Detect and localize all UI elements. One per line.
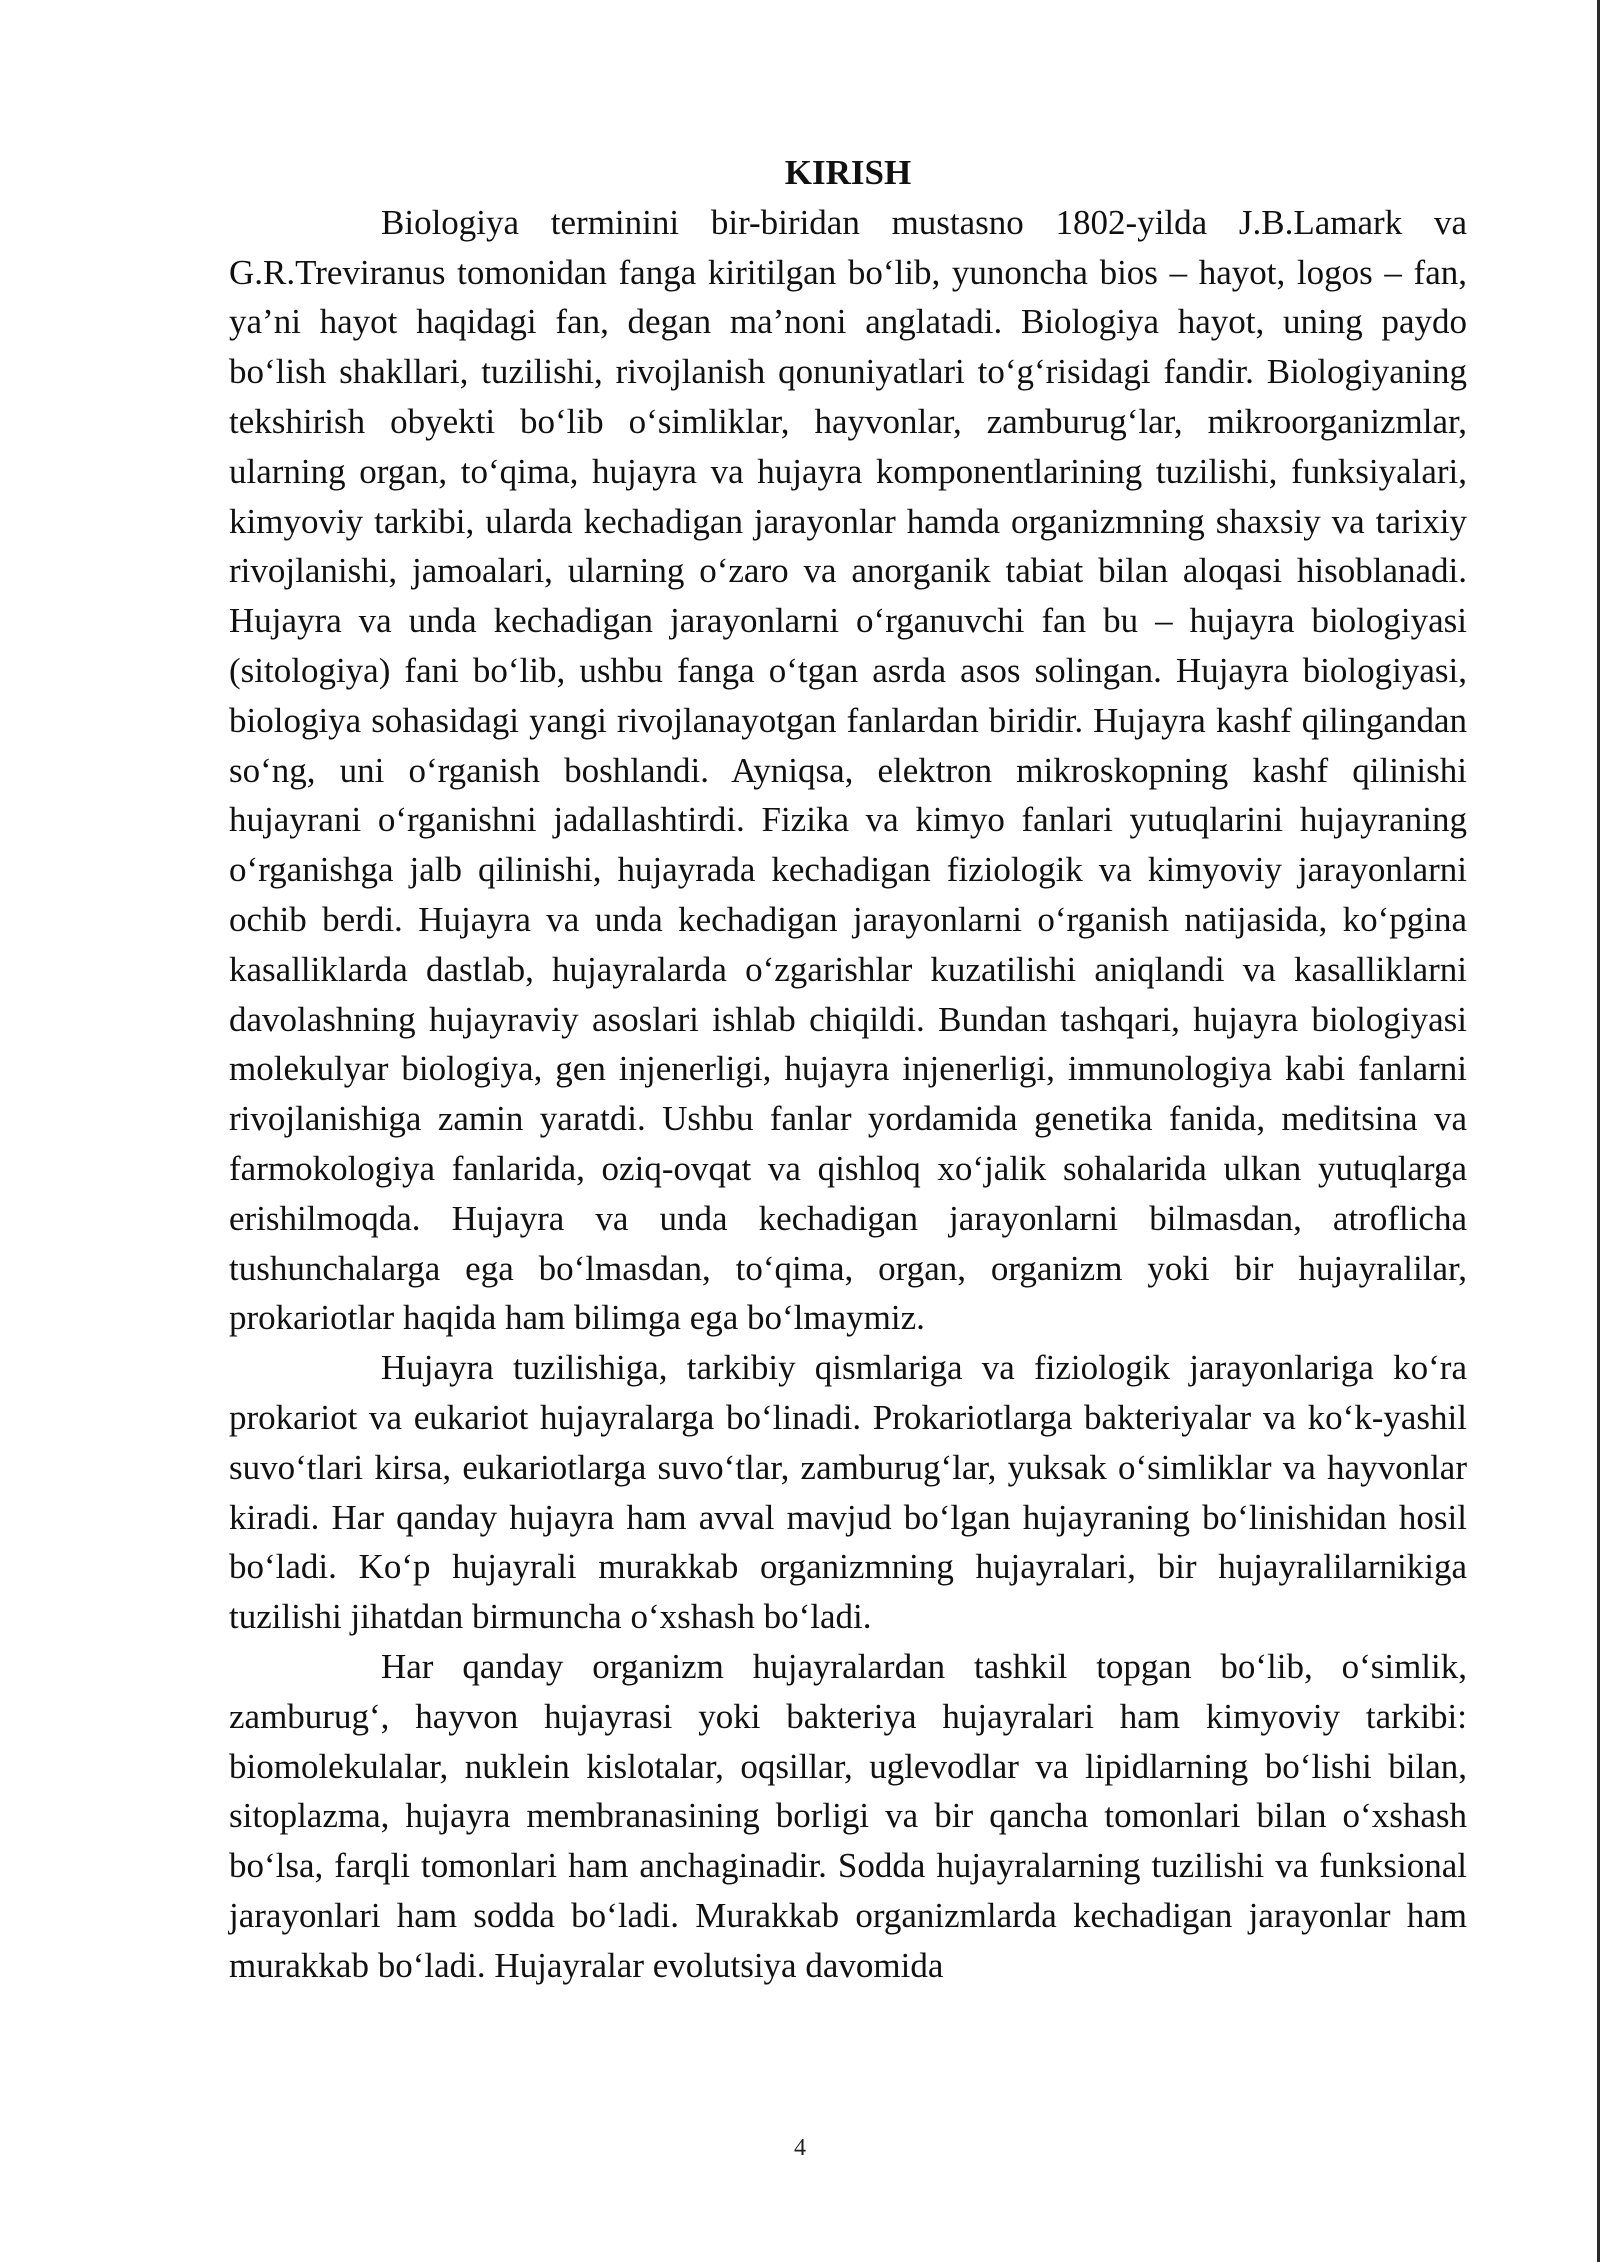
section-title: KIRISH — [784, 153, 912, 192]
page-content — [229, 148, 1467, 1990]
paragraph-2: Hujayra tuzilishiga, tarkibiy qismlariga va fiziologik jarayonlariga ko‘ra prokariot va eukariot hujayralarga bo‘linadi. Prokariotlarga bakteriyalar va ko‘k-yashil suvo‘tlari kirsa, eukariotlarga suvo‘tlar, zamburug‘lar, yuksak o‘simliklar va hayvonlar kiradi. Har qanday hujayra ham avval mavjud bo‘lgan hujayraning bo‘linishidan hosil bo‘ladi. Ko‘p hujayrali murakkab organizmning hujayralari, bir hujayralilarnikiga tuzilishi jihatdan birmuncha o‘xshash bo‘ladi. — [229, 1348, 1467, 1637]
page-number: 4 — [794, 2135, 806, 2161]
paragraph-1: Biologiya terminini bir-biridan mustasno 1802-yilda J.B.Lamark va G.R.Treviranus tomonidan fanga kiritilgan bo‘lib, yunoncha bios – hayot, logos – fan, ya’ni hayot haqidagi fan, degan ma’noni anglatadi. Biologiya hayot, uning paydo bo‘lish shakllari, tuzilishi, rivojlanish qonuniyatlari to‘g‘risidagi fandir. Biologiyaning tekshirish obyekti bo‘lib o‘simliklar, hayvonlar, zamburug‘lar, mikroorganizmlar, ularning organ, to‘qima, hujayra va hujayra komponentlarining tuzilishi, funksiyalari, kimyoviy tarkibi, ularda kechadigan jarayonlar hamda organizmning shaxsiy va tarixiy rivojlanishi, jamoalari, ularning o‘zaro va anorganik tabiat bilan aloqasi hisoblanadi. Hujayra va unda kechadigan jarayonlarni o‘rganuvchi fan bu – hujayra biologiyasi (sitologiya) fani bo‘lib, ushbu fanga o‘tgan asrda asos solingan. Hujayra biologiyasi, biologiya sohasidagi yangi rivojlanayotgan fanlardan biridir. Hujayra kashf qilingandan so‘ng, uni o‘rganish boshlandi. Ayniqsa, elektron mikroskopning kashf qilinishi hujayrani o‘rganishni jadallashtirdi. Fizika va kimyo fanlari yutuqlarini hujayraning o‘rganishga jalb qilinishi, hujayrada kechadigan fiziologik va kimyoviy jarayonlarni ochib berdi. Hujayra va unda kechadigan jarayonlarni o‘rganish natijasida, ko‘pgina kasalliklarda dastlab, hujayralarda o‘zgarishlar kuzatilishi aniqlandi va kasalliklarni davolashning hujayraviy asoslari ishlab chiqildi. Bundan tashqari, hujayra biologiyasi molekulyar biologiya, gen injenerligi, hujayra injenerligi, immunologiya kabi fanlarni rivojlanishiga zamin yaratdi. Ushbu fanlar yordamida genetika fanida, meditsina va farmokologiya fanlarida, oziq-ovqat va qishloq xo‘jalik sohalarida ulkan yutuqlarga erishilmoqda. Hujayra va unda kechadigan jarayonlarni bilmasdan, atroflicha tushunchalarga ega bo‘lmasdan, to‘qima, organ, organizm yoki bir hujayralilar, prokariotlar haqida ham bilimga ega bo‘lmaymiz. — [229, 202, 1467, 1338]
paragraph-3: Har qanday organizm hujayralardan tashkil topgan bo‘lib, o‘simlik, zamburug‘, hayvon hujayrasi yoki bakteriya hujayralari ham kimyoviy tarkibi: biomolekulalar, nuklein kislotalar, oqsillar, uglevodlar va lipidlarning bo‘lishi bilan, sitoplazma, hujayra membranasining borligi va bir qancha tomonlari bilan o‘xshash bo‘lsa, farqli tomonlari ham anchaginadir. Sodda hujayralarning tuzilishi va funksional jarayonlari ham sodda bo‘ladi. Murakkab organizmlarda kechadigan jarayonlar ham murakkab bo‘ladi. Hujayralar evolutsiya davomida — [229, 1646, 1467, 1985]
